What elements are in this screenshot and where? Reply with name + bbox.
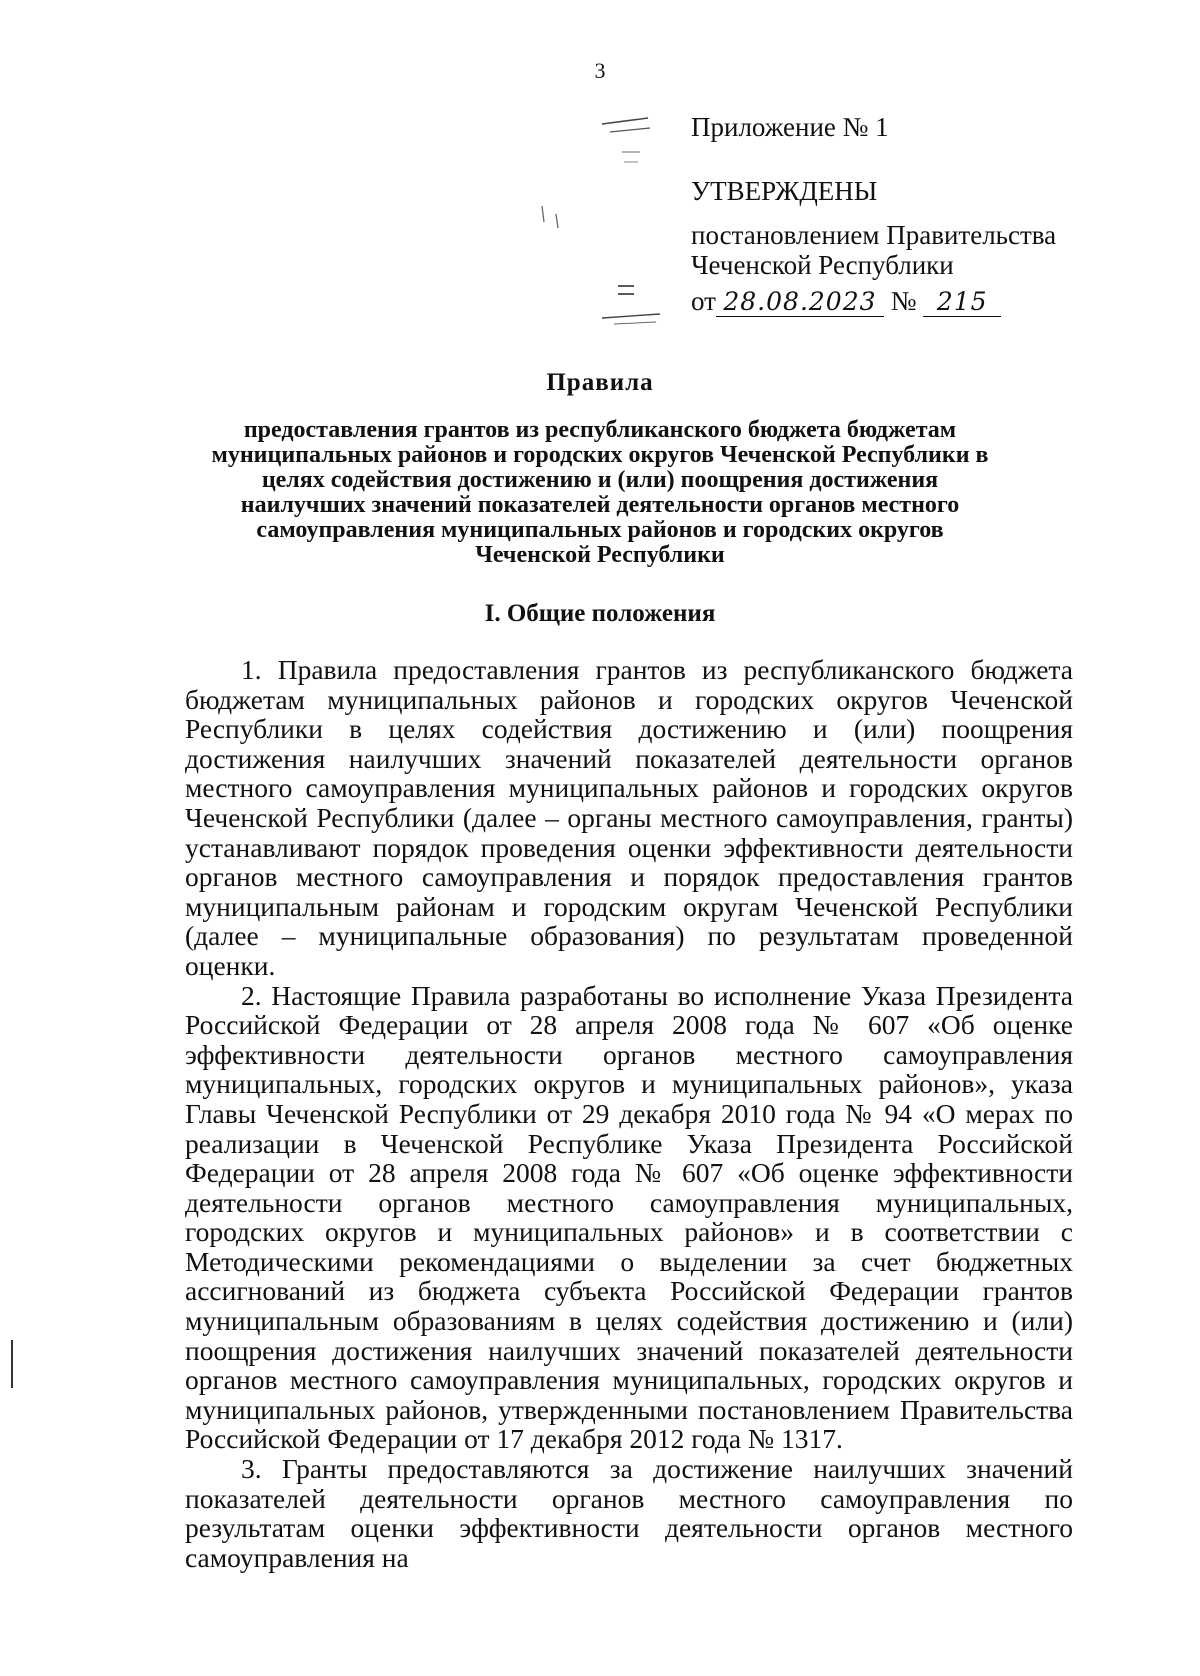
handwritten-date: 28.08.2023 (716, 288, 884, 317)
title-rules-word: Правила (546, 369, 654, 396)
annex-label: Приложение № 1 (691, 112, 889, 142)
paragraph-2: 2. Настоящие Правила разработаны во исполнение Указа Президента Российской Федерации от 28 апреля 2008 года № 607 «Об оценке эффективности деятельности органов местного самоуправления муниципальных, городских округов и муниципальных районов», указа Главы Чеченской Республики от 29 декабря 2010 года № 94 «О мерах по реализации в Чеченской Республике Указа Президента Российской Федерации от 28 апреля 2008 года № 607 «Об оценке эффективности деятельности органов местного самоуправления муниципальных, городских округов и муниципальных районов» и в соответствии с Методическими рекомендациями о выделении за счет бюджетных ассигнований из бюджета субъекта Российской Федерации грантов муниципальным образованиям в целях содействия достижению и (или) поощрения достижения наилучших значений показателей деятельности органов местного самоуправления муниципальных, городских округов и муниципальных районов, утвержденными постановлением Правительства Российской Федерации от 17 декабря 2012 года № 1317. (185, 979, 1073, 1455)
scan-margin-mark (11, 1340, 13, 1388)
title-line: наилучших значений показателей деятельности органов местного (240, 492, 960, 518)
date-prefix: от (691, 286, 716, 316)
stamp-residue-marks (540, 110, 700, 350)
handwritten-number: 215 (923, 288, 1001, 317)
paragraph-1: 1. Правила предоставления грантов из республиканского бюджета бюджетам муниципальных районов и городских округов Чеченской Республики в целях содействия достижению и (или) поощрения достижения наилучших значений показателей деятельности органов местного самоуправления муниципальных районов и городских округов Чеченской Республики (далее – органы местного самоуправления, гранты) устанавливают порядок проведения оценки эффективности деятельности органов местного самоуправления и порядок предоставления грантов муниципальным районам и городским округам Чеченской Республики (далее – муниципальные образования) по результатам проведенной оценки. (185, 654, 1073, 981)
title-line: самоуправления муниципальных районов и городских округов (256, 517, 944, 543)
body-text (185, 655, 1073, 1572)
resolution-date-number-line (691, 286, 1001, 317)
title-line: целях содействия достижению и (или) поощрения достижения (261, 467, 939, 493)
title-line: предоставления грантов из республиканского бюджета бюджетам (243, 417, 957, 443)
document-title (150, 370, 1050, 568)
government-name-line: Чеченской Республики (691, 250, 954, 280)
section-heading: I. Общие положения (484, 600, 716, 627)
number-prefix: № (890, 286, 917, 316)
title-line: Чеченской Республики (475, 542, 725, 568)
title-line: муниципальных районов и городских округов Чеченской Республики в (211, 442, 989, 468)
paragraph-3: 3. Гранты предоставляются за достижение наилучших значений показателей деятельности органов местного самоуправления по результатам оценки эффективности деятельности органов местного самоуправления на (185, 1453, 1073, 1573)
approved-by-line: постановлением Правительства (691, 220, 1057, 250)
approved-label: УТВЕРЖДЕНЫ (691, 176, 878, 206)
page-number: 3 (594, 58, 606, 83)
